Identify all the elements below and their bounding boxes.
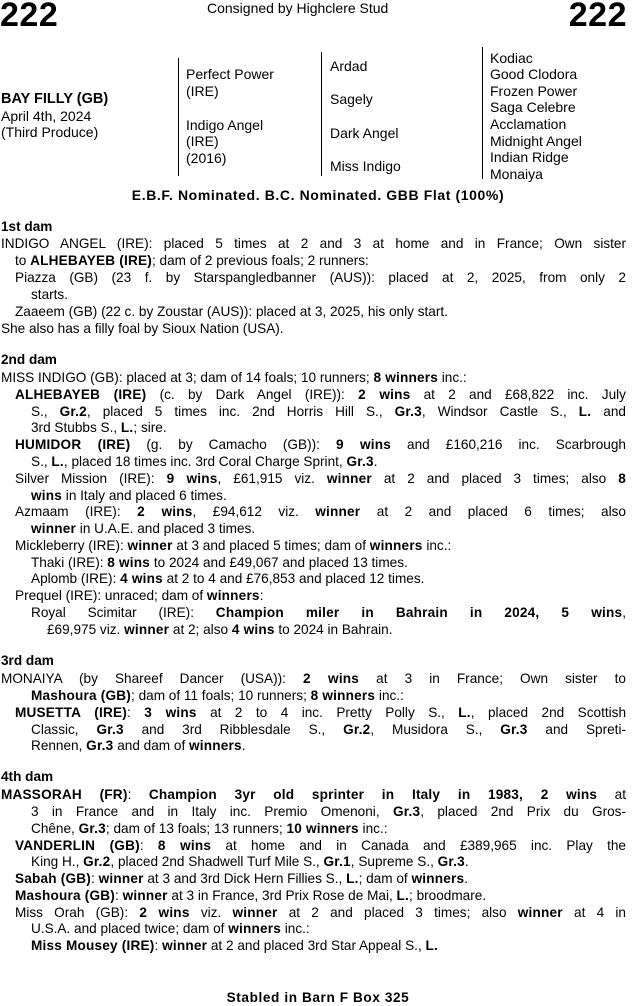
- text-line: Royal Scimitar (IRE): Champion miler in Bahrain in 2024, 5 wins,: [31, 605, 626, 620]
- lot-number-right: 222: [568, 0, 627, 34]
- text-line: MISS INDIGO (GB): placed at 3; dam of 14 foals; 10 runners; 8 winners inc.:: [1, 370, 467, 385]
- text-line: Azmaam (IRE): 2 wins, £94,612 viz. winner at 2 and placed 6 times; also: [15, 504, 626, 519]
- text-line: Sabah (GB): winner at 3 and 3rd Dick Hern Fillies S., L.; dam of winners.: [15, 871, 469, 886]
- granddam-maternal: Miss Indigo: [330, 158, 401, 174]
- grandsire-maternal: Dark Angel: [330, 125, 399, 141]
- text-line: VANDERLIN (GB): 8 wins at home and in Canada and £389,965 inc. Play the: [15, 838, 626, 853]
- consignor: Consigned by Highclere Stud: [207, 0, 389, 16]
- text-line: wins in Italy and placed 6 times.: [31, 488, 227, 503]
- horse-name: BAY FILLY (GB): [1, 91, 109, 107]
- nominations: E.B.F. Nominated. B.C. Nominated. GBB Flat (100%): [131, 187, 505, 203]
- horse-foaled: April 4th, 2024: [1, 108, 92, 124]
- section-heading-second-dam: 2nd dam: [1, 352, 57, 367]
- text-line: Mashoura (GB); dam of 11 foals; 10 runners; 8 winners inc.:: [31, 688, 404, 703]
- text-line: 3rd Stubbs S., L.; sire.: [31, 420, 167, 435]
- dam-name: Indigo Angel: [186, 117, 264, 133]
- text-line: Miss Orah (GB): 2 wins viz. winner at 2 and placed 3 times; also winner at 4 in: [15, 905, 626, 920]
- pedigree-divider: [321, 52, 322, 176]
- text-line: She also has a filly foal by Sioux Nation (USA).: [1, 321, 284, 336]
- text-line: ALHEBAYEB (IRE) (c. by Dark Angel (IRE)): 2 wins at 2 and £68,822 inc. July: [15, 387, 626, 402]
- text-line: Rennen, Gr.3 and dam of winners.: [31, 738, 246, 753]
- great-grandparent: Kodiac: [490, 50, 533, 66]
- grandsire-paternal: Ardad: [330, 58, 368, 74]
- text-line: U.S.A. and placed twice; dam of winners inc.:: [31, 921, 310, 936]
- text-line: S., L., placed 18 times inc. 3rd Coral Charge Sprint, Gr.3.: [31, 454, 378, 469]
- text-line: Classic, Gr.3 and 3rd Ribblesdale S., Gr.2, Musidora S., Gr.3 and Spreti-: [31, 722, 626, 737]
- text-line: Prequel (IRE): unraced; dam of winners:: [15, 588, 264, 603]
- great-grandparent: Good Clodora: [490, 66, 578, 82]
- text-line: INDIGO ANGEL (IRE): placed 5 times at 2 and 3 at home and in France; Own sister: [1, 236, 626, 251]
- text-line: King H., Gr.2, placed 2nd Shadwell Turf Mile S., Gr.1, Supreme S., Gr.3.: [31, 854, 469, 869]
- text-line: MONAIYA (by Shareef Dancer (USA)): 2 wins at 3 in France; Own sister to: [1, 671, 626, 686]
- text-line: £69,975 viz. winner at 2; also 4 wins to 2024 in Bahrain.: [47, 622, 393, 637]
- text-line: Silver Mission (IRE): 9 wins, £61,915 viz. winner at 2 and placed 3 times; also 8: [15, 471, 627, 486]
- text-line: starts.: [31, 287, 69, 302]
- dam-year: (2016): [186, 150, 227, 166]
- text-line: Mashoura (GB): winner at 3 in France, 3rd Prix Rose de Mai, L.; broodmare.: [15, 888, 487, 903]
- text-line: Mickleberry (IRE): winner at 3 and placed 5 times; dam of winners inc.:: [15, 538, 452, 553]
- horse-produce: (Third Produce): [1, 124, 99, 140]
- text-line: Thaki (IRE): 8 wins to 2024 and £49,067 and placed 13 times.: [31, 555, 408, 570]
- great-grandparent: Monaiya: [490, 166, 543, 182]
- text-line: S., Gr.2, placed 5 times inc. 2nd Horris Hill S., Gr.3, Windsor Castle S., L. and: [31, 404, 626, 419]
- text-line: Chêne, Gr.3; dam of 13 foals; 13 runners; 10 winners inc.:: [31, 821, 388, 836]
- great-grandparent: Saga Celebre: [490, 99, 576, 115]
- text-line: MUSETTA (IRE): 3 wins at 2 to 4 inc. Pretty Polly S., L., placed 2nd Scottish: [15, 705, 627, 720]
- text-line: HUMIDOR (IRE) (g. by Camacho (GB)): 9 wins and £160,216 inc. Scarbrough: [15, 437, 626, 452]
- text-line: to ALHEBAYEB (IRE); dam of 2 previous foals; 2 runners:: [15, 253, 369, 268]
- great-grandparent: Acclamation: [490, 116, 567, 132]
- granddam-paternal: Sagely: [330, 91, 373, 107]
- sire-name: Perfect Power: [186, 66, 274, 82]
- stabling-info: Stabled in Barn F Box 325: [226, 990, 410, 1005]
- pedigree-divider: [482, 47, 483, 179]
- section-heading-third-dam: 3rd dam: [1, 653, 54, 668]
- text-line: winner in U.A.E. and placed 3 times.: [31, 521, 256, 536]
- text-line: Piazza (GB) (23 f. by Starspangledbanner (AUS)): placed at 2, 2025, from only 2: [15, 270, 626, 285]
- sire-country: (IRE): [186, 83, 219, 99]
- text-line: MASSORAH (FR): Champion 3yr old sprinter in Italy in 1983, 2 wins at: [1, 787, 626, 802]
- section-heading-fourth-dam: 4th dam: [1, 769, 54, 784]
- pedigree-divider: [178, 58, 179, 176]
- text-line: 3 in France and in Italy inc. Premio Omenoni, Gr.3, placed 2nd Prix du Gros-: [31, 804, 627, 819]
- dam-country: (IRE): [186, 133, 219, 149]
- great-grandparent: Midnight Angel: [490, 133, 582, 149]
- great-grandparent: Indian Ridge: [490, 149, 569, 165]
- section-heading-first-dam: 1st dam: [1, 219, 53, 234]
- text-line: Zaaeem (GB) (22 c. by Zoustar (AUS)): placed at 3, 2025, his only start.: [15, 304, 448, 319]
- great-grandparent: Frozen Power: [490, 83, 578, 99]
- lot-number-left: 222: [0, 0, 59, 34]
- text-line: Aplomb (IRE): 4 wins at 2 to 4 and £76,853 and placed 12 times.: [31, 571, 425, 586]
- text-line: Miss Mousey (IRE): winner at 2 and placed 3rd Star Appeal S., L.: [31, 938, 438, 953]
